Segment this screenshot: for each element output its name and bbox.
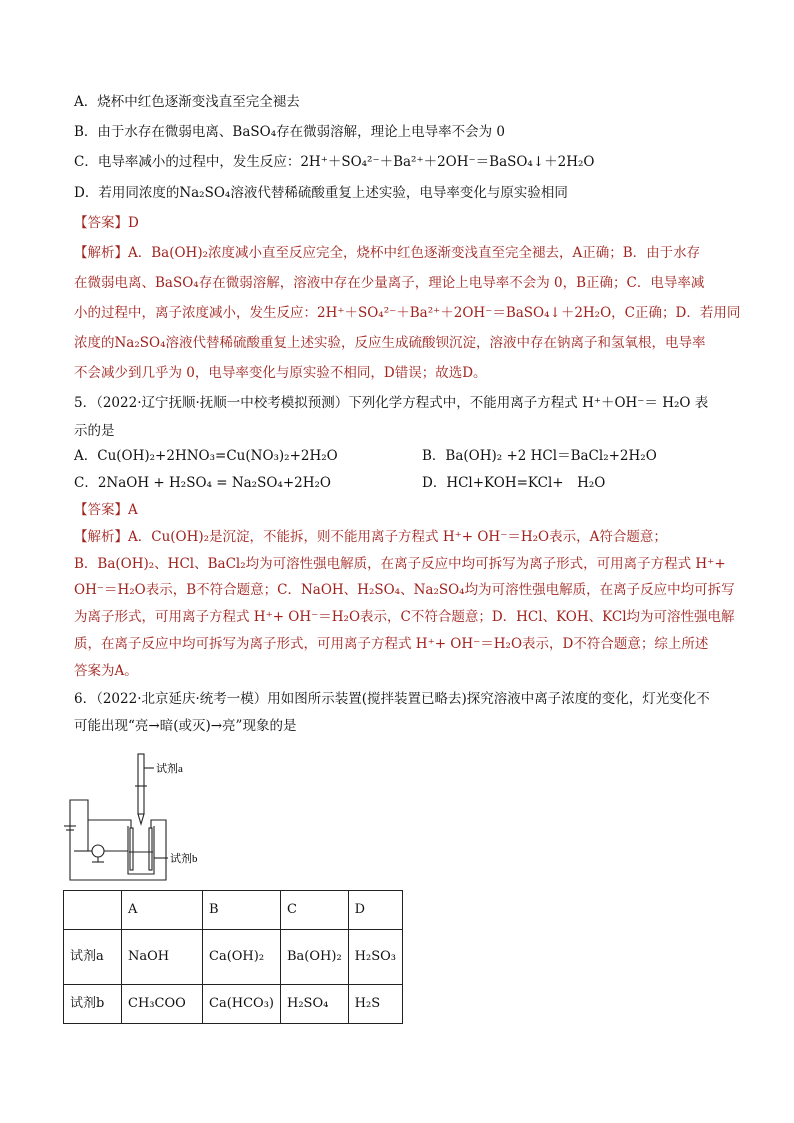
table-cell: H₂S bbox=[348, 985, 402, 1024]
reagent-a-label: 试剂a bbox=[156, 763, 183, 775]
table-row bbox=[64, 985, 403, 1024]
q5-explanation-line-6: 答案为A。 bbox=[74, 663, 138, 679]
q5-explanation-line-4: 为离子形式，可用离子方程式 H⁺+ OH⁻＝H₂O表示，C不符合题意；D．HCl、KOH、KCl均为可溶性强电解 bbox=[74, 609, 735, 625]
q4-answer: 【答案】D bbox=[74, 215, 139, 231]
q4-explanation-line-5: 不会减少到几乎为 0，电导率变化与原实验不相同，D错误；故选D。 bbox=[74, 365, 487, 381]
q5-stem-line-1: 5．（2022·辽宁抚顺·抚顺一中校考模拟预测）下列化学方程式中，不能用离子方程式 H⁺＋OH⁻＝ H₂O 表 bbox=[74, 395, 709, 411]
table-cell: H₂SO₄ bbox=[281, 985, 349, 1024]
table-header-row bbox=[64, 891, 403, 930]
q5-option-b: B．Ba(OH)₂ +2 HCl＝BaCl₂+2H₂O bbox=[422, 448, 657, 464]
q5-stem-line-2: 示的是 bbox=[74, 423, 115, 439]
q4-explanation-line-4: 浓度的Na₂SO₄溶液代替稀硫酸重复上述实验，反应生成硫酸钡沉淀，溶液中存在钠离子和氢氧根，电导率 bbox=[74, 335, 706, 351]
table-row-label: 试剂a bbox=[64, 930, 122, 985]
table-cell: Ca(HCO₃) bbox=[203, 985, 281, 1024]
q4-explanation-line-1: 【解析】A．Ba(OH)₂浓度减小直至反应完全，烧杯中红色逐渐变浅直至完全褪去，A正确；B．由于水存 bbox=[74, 245, 701, 261]
q4-explanation-line-3: 小的过程中，离子浓度减小，发生反应：2H⁺＋SO₄²⁻＋Ba²⁺＋2OH⁻＝BaSO₄↓＋2H₂O，C正确；D．若用同 bbox=[74, 305, 741, 321]
bulb-icon bbox=[92, 845, 104, 857]
q6-stem-line-2: 可能出现“亮→暗(或灭)→亮”现象的是 bbox=[74, 718, 297, 734]
q5-options-row-2 bbox=[74, 473, 734, 493]
q4-option-d: D．若用同浓度的Na₂SO₄溶液代替稀硫酸重复上述实验，电导率变化与原实验相同 bbox=[74, 185, 568, 201]
table-cell: H₂SO₃ bbox=[348, 930, 402, 985]
table-row bbox=[64, 930, 403, 985]
q5-explanation-line-2: B．Ba(OH)₂、HCl、BaCl₂均为可溶性强电解质，在离子反应中均可拆写为离子形式，可用离子方程式 H⁺+ bbox=[74, 556, 726, 572]
q4-explanation-line-2: 在微弱电离、BaSO₄存在微弱溶解，溶液中存在少量离子，理论上电导率不会为 0，B正确；C．电导率减 bbox=[74, 275, 705, 291]
q5-option-a: A．Cu(OH)₂+2HNO₃=Cu(NO₃)₂+2H₂O bbox=[74, 448, 338, 464]
table-header-cell: A bbox=[122, 891, 203, 930]
q5-option-c: C．2NaOH + H₂SO₄ = Na₂SO₄+2H₂O bbox=[74, 475, 331, 491]
q5-explanation-line-3: OH⁻＝H₂O表示，B不符合题意；C．NaOH、H₂SO₄、Na₂SO₄均为可溶性强电解质，在离子反应中均可拆写 bbox=[74, 582, 735, 598]
reagent-table bbox=[63, 890, 403, 1024]
q4-option-c: C．电导率减小的过程中，发生反应：2H⁺＋SO₄²⁻＋Ba²⁺＋2OH⁻＝BaSO₄↓＋2H₂O bbox=[74, 154, 595, 170]
reagent-b-label: 试剂b bbox=[170, 853, 198, 865]
table-cell: CH₃COO bbox=[122, 985, 203, 1024]
burette-icon bbox=[138, 754, 144, 814]
table-header-cell: B bbox=[203, 891, 281, 930]
beaker-icon bbox=[128, 826, 154, 874]
table-cell: NaOH bbox=[122, 930, 203, 985]
table-header-cell bbox=[64, 891, 122, 930]
q6-stem-line-1: 6．（2022·北京延庆·统考一模）用如图所示装置(搅拌装置已略去)探究溶液中离子浓度的变化，灯光变化不 bbox=[74, 691, 710, 707]
table-cell: Ba(OH)₂ bbox=[281, 930, 349, 985]
table-header-cell: C bbox=[281, 891, 349, 930]
table-row-label: 试剂b bbox=[64, 985, 122, 1024]
q5-explanation-line-1: 【解析】A．Cu(OH)₂是沉淀，不能拆，则不能用离子方程式 H⁺+ OH⁻＝H₂O表示，A符合题意； bbox=[74, 529, 667, 545]
q5-options-row-1 bbox=[74, 446, 734, 466]
table-header-cell: D bbox=[348, 891, 402, 930]
q5-explanation-line-5: 质，在离子反应中均可拆写为离子形式，可用离子方程式 H⁺+ OH⁻＝H₂O表示，D不符合题意；综上所述 bbox=[74, 636, 709, 652]
q4-option-a: A．烧杯中红色逐渐变浅直至完全褪去 bbox=[74, 94, 300, 110]
q5-answer: 【答案】A bbox=[74, 502, 138, 518]
experiment-apparatus-diagram bbox=[62, 748, 242, 888]
q4-option-b: B．由于水存在微弱电离、BaSO₄存在微弱溶解，理论上电导率不会为 0 bbox=[74, 124, 505, 140]
table-cell: Ca(OH)₂ bbox=[203, 930, 281, 985]
q5-option-d: D．HCl+KOH=KCl+ H₂O bbox=[422, 475, 606, 491]
